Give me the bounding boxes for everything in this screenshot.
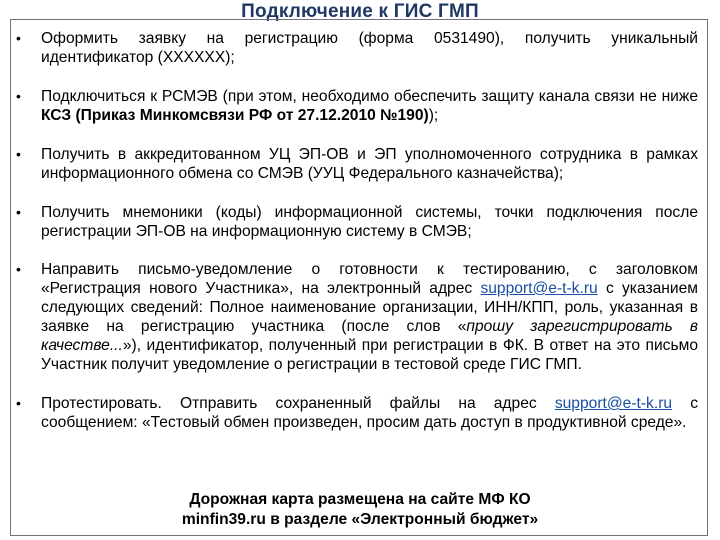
list-item-text: Направить письмо-уведомление о готовности к тестированию, с заголовком «Регистрация нового Участника», на электронный адрес support@e-t-k.ru с указанием следующих сведений: Полное наименование организации, ИНН/КПП, роль, указанная в заявке на регистрацию участника (после слов «прошу зарегистрировать в качестве...»), идентификатор, полученный при регистрации в ФК. В ответ на это письмо Участник получит уведомление о регистрации в тестовой среде ГИС ГМП. (41, 261, 699, 373)
bullet-list (14, 29, 698, 432)
list-item-text: Протестировать. Отправить сохраненный файлы на адрес support@e-t-k.ru с сообщением: «Тестовый обмен произведен, просим дать доступ в продуктивной среде». (41, 395, 699, 431)
bullet-icon: • (16, 261, 21, 277)
support-email-link[interactable]: support@e-t-k.ru (480, 280, 598, 297)
support-email-link[interactable]: support@e-t-k.ru (554, 395, 673, 412)
bullet-icon: • (16, 146, 21, 162)
list-item (14, 29, 698, 67)
list-item (14, 145, 698, 183)
bullet-icon: • (16, 30, 21, 46)
bullet-icon: • (16, 395, 21, 411)
list-item (14, 203, 698, 241)
list-item-text: Подключиться к РСМЭВ (при этом, необходимо обеспечить защиту канала связи не ниже КСЗ (Приказ Минкомсвязи РФ от 27.12.2010 №190)); (41, 88, 698, 124)
bullet-icon: • (16, 204, 21, 220)
list-item (14, 260, 698, 374)
roadmap-note (0, 490, 720, 530)
roadmap-note-line1: Дорожная карта размещена на сайте МФ КО (189, 491, 531, 508)
bullet-icon: • (16, 88, 21, 104)
list-item-text: Получить мнемоники (коды) информационной системы, точки подключения после регистрации ЭП-ОВ на информационную систему в СМЭВ; (41, 204, 698, 240)
list-item (14, 394, 698, 432)
italic-phrase: прошу зарегистрировать в качестве... (41, 318, 699, 354)
list-item (14, 87, 698, 125)
order-reference: КСЗ (Приказ Минкомсвязи РФ от 27.12.2010 №190) (41, 107, 429, 124)
list-item-text: Получить в аккредитованном УЦ ЭП-ОВ и ЭП уполномоченного сотрудника в рамках информационного обмена со СМЭВ (УУЦ Федерального казначейства); (41, 146, 698, 182)
list-item-text: Оформить заявку на регистрацию (форма 0531490), получить уникальный идентификатор (XXXXXX); (41, 30, 698, 66)
roadmap-note-line2: minfin39.ru в разделе «Электронный бюджет» (181, 511, 539, 528)
page-title: Подключение к ГИС ГМП (241, 1, 479, 22)
